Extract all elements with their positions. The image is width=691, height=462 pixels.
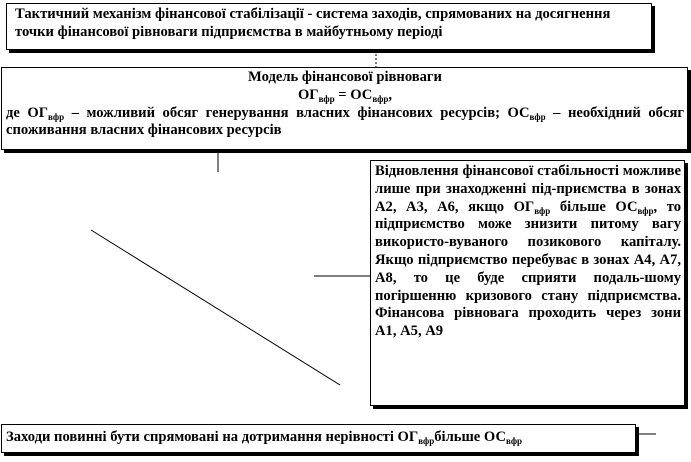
model-definition: де $ОГ_{вфр}$ – можливий обсяг генерування власних фінансових ресурсів; $ОС_{вфр}$ – необхідний обсяг споживання власних фінансових ресурсів (6, 104, 684, 139)
tactical-mechanism-text: Тактичний механізм фінансової стабілізації - система заходів, спрямованих на досягнення точки фінансової рівноваги підприємства в майбутньому періоді (15, 6, 611, 40)
measures-box: Заходи повинні бути спрямовані на дотримання нерівності $ОГ_{вфр}більше$ $ОС_{вфр}$ (1, 424, 636, 453)
tactical-mechanism-box (6, 3, 652, 50)
model-title: Модель фінансової рівноваги (248, 69, 442, 85)
stability-restoration-box: Відновлення фінансової стабільності можливе лише при знаходженні під-приємства в зонах А2, А3, А6, якщо $ОГ_{вфр}$ більше $ОС_{вфр}$, то підприємство може знизити питому вагу використо-вуваного позикового капіталу. Якщо підприємство перебуває в зонах А4, А7, А8, то це буде сприяти подаль-шому погіршенню кризового стану підприємства. Фінансова рівновага проходить через зони А1, А5, А9 (370, 160, 685, 406)
equilibrium-model-box (1, 67, 688, 150)
model-formula: $ОГ_{вфр} = ОС_{вфр}$, (297, 86, 393, 104)
diagonal-line (91, 230, 340, 385)
